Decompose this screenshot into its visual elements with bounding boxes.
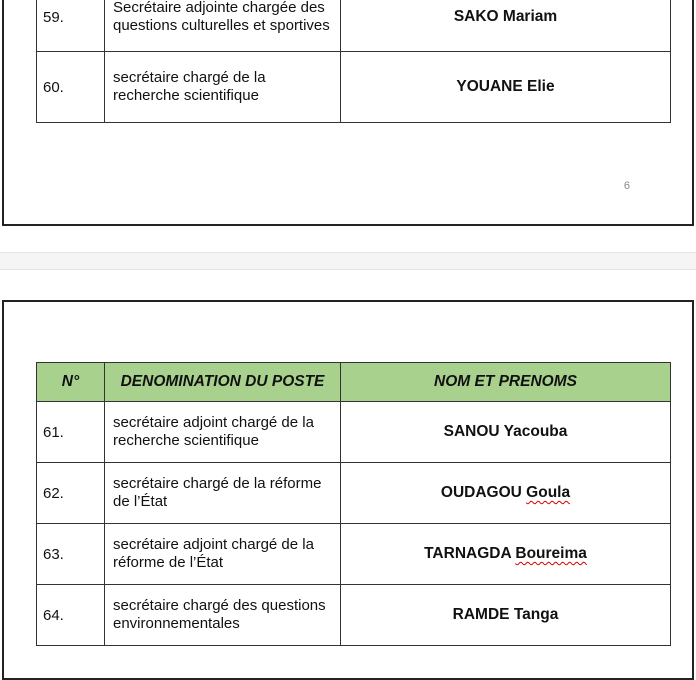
row-number: 62. xyxy=(37,463,105,524)
header-number: N° xyxy=(37,363,105,402)
given-name: Boureima xyxy=(515,545,587,562)
table-row xyxy=(37,402,671,463)
row-number: 63. xyxy=(37,524,105,585)
position-title: secrétaire chargé de la recherche scientifique xyxy=(105,52,341,123)
header-position: DENOMINATION DU POSTE xyxy=(105,363,341,402)
given-name: Yacouba xyxy=(503,423,568,440)
table-row xyxy=(37,52,671,123)
position-title: secrétaire adjoint chargé de la réforme de l’État xyxy=(105,524,341,585)
positions-table-bottom xyxy=(36,362,671,646)
position-title: secrétaire adjoint chargé de la recherche scientifique xyxy=(105,402,341,463)
page-separator xyxy=(0,252,696,270)
document-page-bottom xyxy=(2,300,694,680)
position-title: secrétaire chargé de la réforme de l’État xyxy=(105,463,341,524)
position-title: secrétaire chargé des questions environnementales xyxy=(105,585,341,646)
given-name: Tanga xyxy=(513,606,559,623)
row-number: 59. xyxy=(37,0,105,52)
position-title: Secrétaire adjointe chargée des questions culturelles et sportives xyxy=(105,0,341,52)
surname: SANOU xyxy=(443,423,500,440)
page-number: 6 xyxy=(623,180,630,192)
table-row xyxy=(37,0,671,52)
surname: OUDAGOU xyxy=(440,484,522,501)
person-name: YOUANE Elie xyxy=(341,52,671,123)
table-header-row xyxy=(37,363,671,402)
header-name: NOM ET PRENOMS xyxy=(341,363,671,402)
person-name xyxy=(341,463,671,524)
document-page-top xyxy=(2,0,694,226)
table-row xyxy=(37,524,671,585)
person-name xyxy=(341,524,671,585)
positions-table-top xyxy=(36,0,671,123)
person-name: SAKO Mariam xyxy=(341,0,671,52)
person-name xyxy=(341,402,671,463)
table-row xyxy=(37,463,671,524)
surname: RAMDE xyxy=(452,606,510,623)
person-name xyxy=(341,585,671,646)
table-row xyxy=(37,585,671,646)
given-name: Goula xyxy=(526,484,571,501)
row-number: 60. xyxy=(37,52,105,123)
row-number: 64. xyxy=(37,585,105,646)
row-number: 61. xyxy=(37,402,105,463)
surname: TARNAGDA xyxy=(424,545,512,562)
